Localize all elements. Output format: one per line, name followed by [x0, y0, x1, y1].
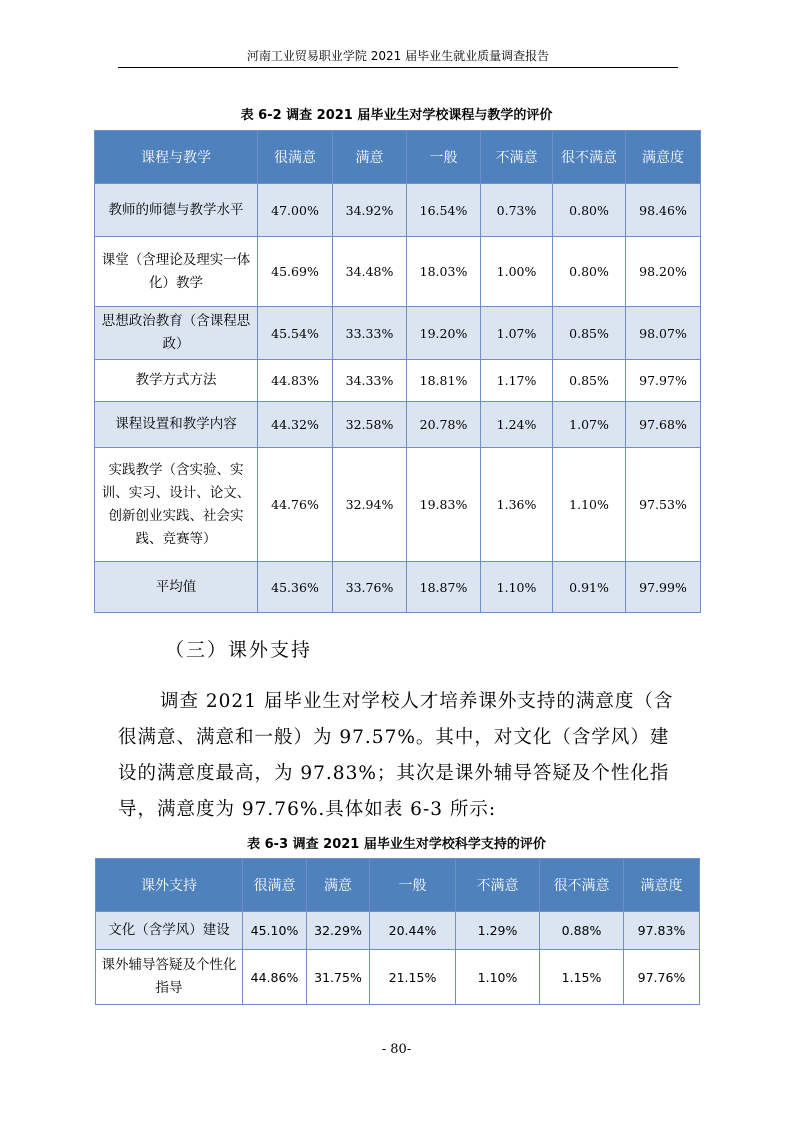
column-header: 满意: [333, 131, 407, 184]
table-row: [95, 307, 701, 360]
column-header: 不满意: [456, 859, 540, 912]
cell-value: 97.97%: [626, 360, 701, 402]
cell-value: 19.20%: [407, 307, 481, 360]
cell-value: 18.87%: [407, 562, 481, 613]
cell-value: 16.54%: [407, 184, 481, 237]
cell-value: 0.73%: [481, 184, 553, 237]
cell-value: 44.83%: [258, 360, 333, 402]
cell-value: 44.86%: [243, 950, 307, 1005]
column-header: 不满意: [481, 131, 553, 184]
cell-value: 18.81%: [407, 360, 481, 402]
cell-value: 1.15%: [540, 950, 624, 1005]
row-label: 文化（含学风）建设: [96, 912, 243, 950]
cell-value: 1.10%: [481, 562, 553, 613]
cell-value: 1.07%: [481, 307, 553, 360]
cell-value: 1.24%: [481, 402, 553, 448]
cell-value: 98.20%: [626, 237, 701, 307]
table-row: [96, 950, 700, 1005]
cell-value: 18.03%: [407, 237, 481, 307]
column-header: 满意度: [626, 131, 701, 184]
cell-value: 45.10%: [243, 912, 307, 950]
cell-value: 34.33%: [333, 360, 407, 402]
cell-value: 32.94%: [333, 448, 407, 562]
page-header: 河南工业贸易职业学院 2021 届毕业生就业质量调查报告: [118, 47, 678, 68]
table-row: [95, 562, 701, 613]
column-header: 很不满意: [553, 131, 626, 184]
cell-value: 44.32%: [258, 402, 333, 448]
column-header: 很不满意: [540, 859, 624, 912]
row-label: 课外辅导答疑及个性化指导: [96, 950, 243, 1005]
cell-value: 31.75%: [307, 950, 370, 1005]
paragraph-text: 调查 2021 届毕业生对学校人才培养课外支持的满意度（含很满意、满意和一般）为 97.57%。其中，对文化（含学风）建设的满意度最高，为 97.83%；其次是课外辅导答疑及个性化指导，满意度为 97.76%.具体如表 6-3 所示:: [118, 691, 674, 820]
cell-value: 1.36%: [481, 448, 553, 562]
cell-value: 1.07%: [553, 402, 626, 448]
cell-value: 0.85%: [553, 360, 626, 402]
cell-value: 0.85%: [553, 307, 626, 360]
cell-value: 20.44%: [370, 912, 456, 950]
cell-value: 97.53%: [626, 448, 701, 562]
cell-value: 32.58%: [333, 402, 407, 448]
cell-value: 21.15%: [370, 950, 456, 1005]
cell-value: 97.68%: [626, 402, 701, 448]
extracurricular-support-table: [95, 858, 700, 1005]
row-label: 课堂（含理论及理实一体化）教学: [95, 237, 258, 307]
cell-value: 97.76%: [624, 950, 700, 1005]
table-caption: 表 6-3 调查 2021 届毕业生对学校科学支持的评价: [247, 837, 546, 852]
cell-value: 33.76%: [333, 562, 407, 613]
column-header: 一般: [370, 859, 456, 912]
section-title: （三）课外支持: [165, 639, 313, 661]
column-header: 一般: [407, 131, 481, 184]
column-header: 课程与教学: [95, 131, 258, 184]
cell-value: 20.78%: [407, 402, 481, 448]
cell-value: 47.00%: [258, 184, 333, 237]
cell-value: 0.80%: [553, 237, 626, 307]
cell-value: 97.83%: [624, 912, 700, 950]
page-number: - 80-: [381, 1042, 412, 1057]
column-header: 课外支持: [96, 859, 243, 912]
course-teaching-table: [94, 130, 701, 613]
table-header-row: [95, 131, 701, 184]
cell-value: 19.83%: [407, 448, 481, 562]
column-header: 满意: [307, 859, 370, 912]
column-header: 很满意: [243, 859, 307, 912]
table-row: [95, 184, 701, 237]
cell-value: 34.48%: [333, 237, 407, 307]
cell-value: 0.88%: [540, 912, 624, 950]
cell-value: 32.29%: [307, 912, 370, 950]
table-caption: 表 6-2 调查 2021 届毕业生对学校课程与教学的评价: [240, 108, 553, 123]
cell-value: 45.36%: [258, 562, 333, 613]
row-label: 实践教学（含实验、实训、实习、设计、论文、创新创业实践、社会实践、竞赛等）: [95, 448, 258, 562]
table-row: [95, 448, 701, 562]
row-label: 教师的师德与教学水平: [95, 184, 258, 237]
cell-value: 98.07%: [626, 307, 701, 360]
cell-value: 1.10%: [456, 950, 540, 1005]
cell-value: 1.17%: [481, 360, 553, 402]
cell-value: 45.69%: [258, 237, 333, 307]
cell-value: 45.54%: [258, 307, 333, 360]
row-label: 课程设置和教学内容: [95, 402, 258, 448]
cell-value: 0.91%: [553, 562, 626, 613]
cell-value: 97.99%: [626, 562, 701, 613]
table-row: [95, 237, 701, 307]
cell-value: 1.00%: [481, 237, 553, 307]
cell-value: 1.29%: [456, 912, 540, 950]
cell-value: 98.46%: [626, 184, 701, 237]
table-row: [95, 360, 701, 402]
cell-value: 1.10%: [553, 448, 626, 562]
column-header: 很满意: [258, 131, 333, 184]
cell-value: 0.80%: [553, 184, 626, 237]
column-header: 满意度: [624, 859, 700, 912]
cell-value: 33.33%: [333, 307, 407, 360]
row-label: 教学方式方法: [95, 360, 258, 402]
table-header-row: [96, 859, 700, 912]
cell-value: 44.76%: [258, 448, 333, 562]
cell-value: 34.92%: [333, 184, 407, 237]
row-label: 平均值: [95, 562, 258, 613]
table-row: [95, 402, 701, 448]
row-label: 思想政治教育（含课程思政）: [95, 307, 258, 360]
body-paragraph: [118, 684, 678, 828]
table-row: [96, 912, 700, 950]
